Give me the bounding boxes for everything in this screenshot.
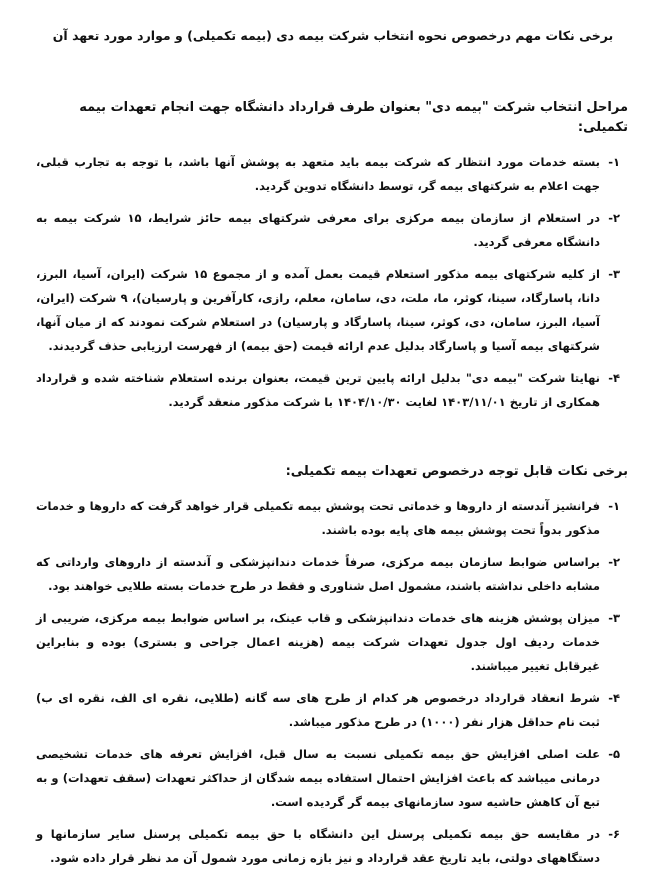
section-divider — [36, 422, 630, 462]
item-number: ۴- — [608, 371, 620, 385]
list-item — [36, 550, 630, 598]
item-text: میزان پوشش هزینه های خدمات دندانپزشکی و قاب عینک، بر اساس ضوابط بیمه مرکزی، ضریبی از خدمات ردیف اول جدول تعهدات شرکت بیمه (هزینه اعمال جراحی و بستری) بوده و بنابراین غیرقابل تغییر میباشند. — [36, 611, 600, 673]
item-text: نهایتا شرکت "بیمه دی" بدلیل ارائه پایین ترین قیمت، بعنوان برنده استعلام شناخته شده و قرارداد همکاری از تاریخ ۱۴۰۳/۱۱/۰۱ لغایت ۱۴۰۴/۱۰/۳۰ با شرکت مذکور منعقد گردید. — [36, 371, 600, 409]
item-text: علت اصلی افزایش حق بیمه تکمیلی نسبت به سال قبل، افزایش تعرفه های خدمات تشخیصی درمانی میباشد که باعث افزایش احتمال استفاده بیمه شدگان از حداکثر تعهدات (سقف تعهدات) و به تبع آن کاهش حاشیه سود سازمانهای بیمه گر گردیده است. — [36, 747, 600, 809]
list-item — [36, 742, 630, 814]
item-number: ۱- — [608, 155, 620, 169]
section-heading: مراحل انتخاب شرکت "بیمه دی" بعنوان طرف قرارداد دانشگاه جهت انجام تعهدات بیمه تکمیلی: — [79, 100, 628, 135]
list-item — [36, 150, 630, 198]
item-number: ۲- — [608, 211, 620, 225]
list-item — [36, 606, 630, 678]
list-item — [36, 686, 630, 734]
item-text: در مقایسه حق بیمه تکمیلی پرسنل این دانشگاه با حق بیمه تکمیلی پرسنل سایر سازمانها و دستگاههای دولتی، باید تاریخ عقد قرارداد و نیز بازه زمانی مورد شمول آن مد نظر قرار داده شود. — [36, 827, 600, 865]
section-heading: برخی نکات قابل توجه درخصوص تعهدات بیمه تکمیلی: — [285, 464, 628, 479]
item-number: ۴- — [608, 691, 620, 705]
list-item — [36, 262, 630, 358]
notes-section — [36, 462, 630, 870]
list-item — [36, 366, 630, 414]
item-number: ۳- — [608, 611, 620, 625]
item-text: شرط انعقاد قرارداد درخصوص هر کدام از طرح های سه گانه (طلایی، نقره ای الف، نقره ای ب) ثبت نام حداقل هزار نفر (۱۰۰۰) در طرح مذکور میباشد. — [36, 691, 600, 729]
item-text: فرانشیز آندسته از داروها و خدماتی تحت پوشش بیمه تکمیلی قرار خواهد گرفت که داروها و خدمات مذکور بدواً تحت پوشش بیمه های پایه بوده باشند. — [36, 499, 600, 537]
item-text: براساس ضوابط سازمان بیمه مرکزی، صرفاً خدمات دندانپزشکی و آندسته از داروهای وارداتی که مشابه داخلی نداشته باشند، مشمول اصل شناوری و فقط در طرح خدمات بسته طلایی خواهند بود. — [36, 555, 600, 593]
item-text: در استعلام از سازمان بیمه مرکزی برای معرفی شرکتهای بیمه حائز شرایط، ۱۵ شرکت بیمه به دانشگاه معرفی گردید. — [36, 211, 601, 249]
item-number: ۵- — [608, 747, 620, 761]
item-number: ۱- — [608, 499, 620, 513]
item-text: بسته خدمات مورد انتظار که شرکت بیمه باید متعهد به پوشش آنها باشد، با توجه به تجارب قبلی، جهت اعلام به شرکتهای بیمه گر، توسط دانشگاه تدوین گردید. — [36, 155, 600, 193]
document-title: برخی نکات مهم درخصوص نحوه انتخاب شرکت بیمه دی (بیمه تکمیلی) و موارد مورد تعهد آن — [52, 28, 614, 43]
selection-steps-section — [36, 98, 630, 414]
item-number: ۶- — [608, 827, 620, 841]
item-number: ۲- — [608, 555, 620, 569]
item-text: از کلیه شرکتهای بیمه مذکور استعلام قیمت بعمل آمده و از مجموع ۱۵ شرکت (ایران، آسیا، البرز، دانا، پاسارگاد، سینا، کوثر، ما، ملت، دی، سامان، معلم، رازی، کارآفرین و پارسیان)، ۹ شرکت (ایران، آسیا، البرز، سامان، دی، کوثر، سینا، پاسارگاد و پارسیان) در استعلام شرکت نمودند که از میان آنها، شرکتهای بیمه آسیا و پاسارگاد بدلیل عدم ارائه قیمت (حق بیمه) از فهرست ارزیابی حذف گردیدند. — [36, 267, 600, 353]
list-item — [36, 822, 630, 870]
list-item — [36, 206, 630, 254]
item-number: ۳- — [608, 267, 620, 281]
list-item — [36, 494, 630, 542]
